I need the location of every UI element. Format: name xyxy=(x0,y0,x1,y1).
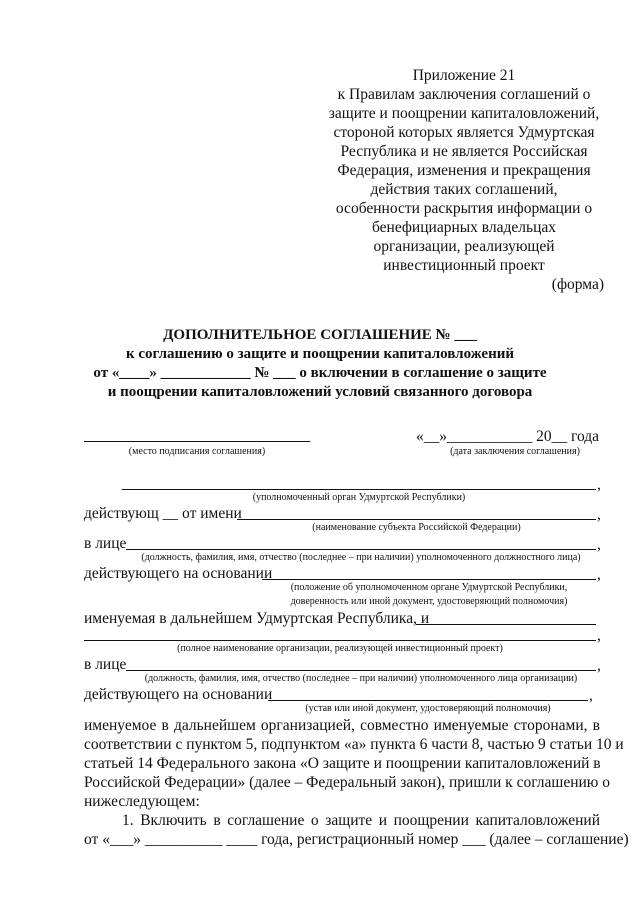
comma: , xyxy=(597,657,601,674)
person-field[interactable] xyxy=(126,549,596,550)
org-person-field[interactable] xyxy=(126,670,596,671)
annex-line: к Правилам заключения соглашений о xyxy=(337,86,591,103)
paragraph-line: Российской Федерации» (далее – Федеральный закон), пришли к соглашению о xyxy=(84,774,610,791)
title-line: к соглашению о защите и поощрении капиталовложений xyxy=(125,346,514,362)
subject-caption: (наименование субъекта Российской Федерации) xyxy=(312,522,521,533)
org-person-caption: (должность, фамилия, имя, отчество (последнее – при наличии) уполномоченного лица организации) xyxy=(144,673,578,684)
title-line: ДОПОЛНИТЕЛЬНОЕ СОГЛАШЕНИЕ № ___ xyxy=(163,327,477,343)
title-line: от «____» ____________ № ___ о включении в соглашение о защите xyxy=(93,365,547,381)
org-basis-label: действующего на основании xyxy=(84,686,273,703)
annex-line: Федерация, изменения и прекращения xyxy=(337,162,591,179)
acting-label: действующ __ от имени xyxy=(84,505,242,522)
comma: , xyxy=(597,476,601,493)
comma: , xyxy=(597,627,601,644)
org-name-field[interactable] xyxy=(84,640,596,641)
preamble-paragraph xyxy=(84,716,624,811)
annex-line: стороной которых является Удмуртская xyxy=(333,124,595,141)
paragraph-line: статьей 14 Федерального закона «О защите и поощрении капиталовложений в xyxy=(84,755,601,772)
annex-header xyxy=(322,66,606,275)
paragraph-line: именуемое в дальнейшем организацией, совместно именуемые сторонами, в xyxy=(84,717,600,734)
title-line: и поощрении капиталовложений условий связанного договора xyxy=(107,384,533,400)
basis-caption: доверенность или иной документ, удостоверяющий полномочия) xyxy=(290,596,568,607)
annex-line: Республика и не является Российская xyxy=(340,143,588,160)
date-caption: (дата заключения соглашения) xyxy=(450,446,580,457)
place-field[interactable] xyxy=(84,441,310,442)
paragraph-line: соответствии с пунктом 5, подпунктом «а» пункта 6 части 8, частью 9 статьи 10 и xyxy=(84,736,624,753)
comma: , xyxy=(597,566,601,583)
annex-line: инвестиционный проект xyxy=(383,257,545,274)
place-caption: (место подписания соглашения) xyxy=(128,446,266,457)
hereinafter-label: именуемая в дальнейшем Удмуртская Республика, и xyxy=(84,610,430,627)
item-1-paragraph xyxy=(84,811,629,849)
annex-line: Приложение 21 xyxy=(412,67,516,84)
org-person-label: в лице xyxy=(84,656,127,673)
org-basis-field[interactable] xyxy=(268,700,588,701)
annex-line: организации, реализующей xyxy=(373,238,555,255)
form-label: (форма) xyxy=(551,276,604,293)
subject-field[interactable] xyxy=(237,519,596,520)
person-label: в лице xyxy=(84,535,127,552)
annex-line: действия таких соглашений, xyxy=(370,181,558,198)
annex-line: защите и поощрении капиталовложений, xyxy=(328,105,600,122)
date-field[interactable]: «__»___________ 20__ года xyxy=(416,428,600,445)
document-title xyxy=(40,326,600,402)
comma: , xyxy=(597,506,601,523)
org-caption: (полное наименование организации, реализующей инвестиционный проект) xyxy=(177,643,503,654)
org-field-start[interactable] xyxy=(416,624,596,625)
paragraph-line: от «___» __________ ____ года, регистрационный номер ___ (далее – соглашение) xyxy=(84,831,629,848)
authority-caption: (уполномоченный орган Удмуртской Республики) xyxy=(252,492,466,503)
basis-field[interactable] xyxy=(262,579,596,580)
paragraph-line: нижеследующем: xyxy=(84,793,200,810)
comma: , xyxy=(597,536,601,553)
basis-caption: (положение об уполномоченном органе Удмуртской Республики, xyxy=(290,582,568,593)
comma: , xyxy=(589,687,593,704)
basis-label: действующего на основании xyxy=(84,565,273,582)
org-basis-caption: (устав или иной документ, удостоверяющий полномочия) xyxy=(305,703,551,714)
paragraph-line: 1. Включить в соглашение о защите и поощрении капиталовложений xyxy=(122,812,600,829)
annex-line: бенефициарных владельцах xyxy=(371,219,557,236)
annex-line: особенности раскрытия информации о xyxy=(335,200,593,217)
authority-field[interactable] xyxy=(122,489,596,490)
person-caption: (должность, фамилия, имя, отчество (последнее – при наличии) уполномоченного должностного лица) xyxy=(141,552,581,563)
